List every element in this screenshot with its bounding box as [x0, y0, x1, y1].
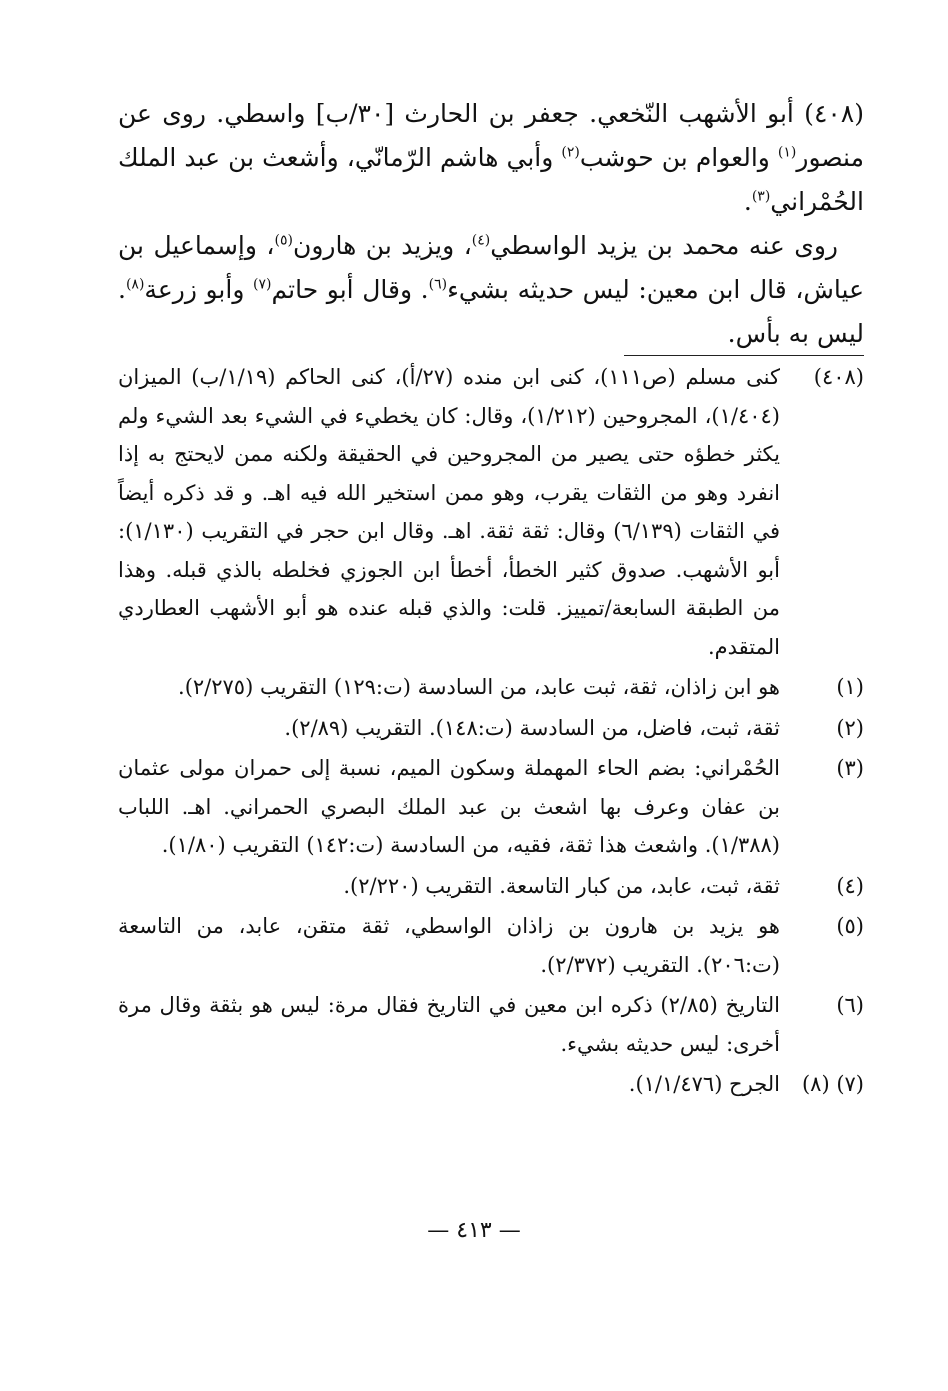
entry-line: (٤٠٨) أبو الأشهب النّخعي. جعفر بن الحارث [٣٠/ب] واسطي. روى عن منصور	[118, 99, 864, 172]
footnote-item	[118, 867, 864, 906]
para2-f: . ليس به بأس.	[118, 275, 864, 348]
footnote-number: (٧) (٨)	[801, 1072, 864, 1096]
entry-part2: والعوام بن حوشب	[579, 143, 778, 172]
footnote-number: (٢)	[836, 715, 864, 740]
footnote-number: (٣)	[836, 756, 864, 780]
main-text	[118, 92, 864, 356]
footnote-text: ثقة، ثبت، فاضل، من السادسة (ت:١٤٨). التقريب (٢/٨٩).	[284, 715, 780, 740]
footnote-item	[118, 1065, 864, 1104]
entry-part3: وأبي هاشم الرّمانّي، وأشعث بن عبد الملك الحُمْراني	[118, 143, 864, 216]
narrators-paragraph	[118, 224, 864, 356]
footnote-ref-7: (٧)	[253, 276, 272, 293]
footnote-number: (٤)	[836, 873, 864, 898]
footnote-ref-8: (٨)	[125, 276, 145, 293]
entry-end: .	[743, 187, 752, 216]
para2-d: . وقال أبو حاتم	[271, 275, 429, 304]
footnotes	[118, 358, 864, 1106]
footnote-text: هو يزيد بن هارون بن زاذان الواسطي، ثقة متقن، عابد، من التاسعة (ت:٢٠٦). التقريب (٢/٣٧٢).	[118, 914, 780, 977]
footnote-ref-4: (٤)	[471, 232, 491, 249]
footnote-number: (٥)	[836, 914, 864, 938]
footnote-ref-5: (٥)	[274, 232, 293, 249]
footnote-text: الجرح (١/١/٤٧٦).	[628, 1072, 780, 1096]
para2-c: ، وإسماعيل بن عياش، قال ابن معين: ليس حديثه بشيء	[118, 231, 864, 304]
footnote-item	[118, 749, 864, 865]
footnote-ref-3: (٣)	[751, 188, 771, 205]
page-number: — ٤١٣ —	[427, 1218, 521, 1243]
footnote-text: هو ابن زاذان، ثقة، ثبت عابد، من السادسة (ت:١٢٩) التقريب (٢/٢٧٥).	[178, 675, 780, 699]
footnote-text: كنى مسلم (ص١١١)، كنى ابن منده (٢٧/أ)، كنى الحاكم (١/١٩/ب) الميزان (١/٤٠٤)، المجروحين (١/٢١٢)، وقال: كان يخطيء في الشيء بعد الشيء ولم يكثر خطؤه حتى يصير من المجروحين في الحقيقة ولكنه ممن لايحتج به إذا انفرد وهو من الثقات يقرب، وهو ممن استخير الله فيه اهـ. و قد ذكره أيضاً في الثقات (٦/١٣٩) وقال: ثقة ثقة. اهـ. وقال ابن حجر في التقريب (١/١٣٠): أبو الأشهب. صدوق كثير الخطأ، أخطأ ابن الجوزي فخلطه بالذي قبله. وهذا من الطبقة السابعة/تمييز. قلت: والذي قبله عنده هو أبو الأشهب العطاردي المتقدم.	[118, 365, 780, 659]
footnote-text: التاريخ (٢/٨٥) ذكره ابن معين في التاريخ فقال مرة: ليس هو بثقة وقال مرة أخرى: ليس حديثه بشيء.	[118, 993, 780, 1056]
footnote-text: الحُمْراني: بضم الحاء المهملة وسكون الميم، نسبة إلى حمران مولى عثمان بن عفان وعرف بها اشعث بن عبد الملك البصري الحمراني. اهـ. اللباب (١/٣٨٨). واشعث هذا ثقة، فقيه، من السادسة (ت:١٤٢) التقريب (١/٨٠).	[118, 756, 780, 857]
footnote-ref-1: (١)	[777, 144, 797, 161]
para2-a: روى عنه محمد بن يزيد الواسطي	[490, 231, 839, 260]
para2-e: وأبو زرعة	[144, 275, 254, 304]
footnote-item	[118, 709, 864, 748]
footnote-number: (٤٠٨)	[813, 365, 864, 389]
footnote-item	[118, 358, 864, 666]
footnote-item	[118, 986, 864, 1063]
entry-paragraph	[118, 92, 864, 224]
footnote-number: (٦)	[836, 993, 864, 1017]
footnote-ref-6: (٦)	[428, 276, 448, 293]
footnote-divider	[624, 355, 864, 356]
footnote-ref-2: (٢)	[561, 144, 580, 161]
footnote-item	[118, 668, 864, 707]
footnote-item	[118, 907, 864, 984]
para2-b: ، ويزيد بن هارون	[292, 231, 472, 260]
footnote-number: (١)	[836, 675, 864, 699]
footnote-text: ثقة، ثبت، عابد، من كبار التاسعة. التقريب (٢/٢٢٠).	[343, 873, 780, 898]
